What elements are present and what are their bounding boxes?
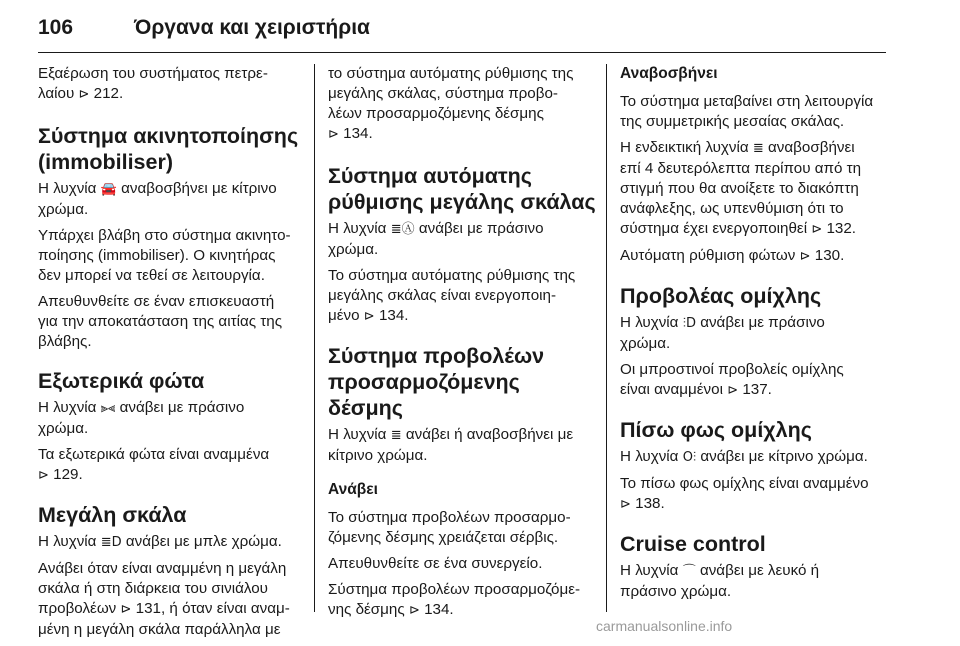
page-ref-arrow-icon: ⊳	[363, 309, 375, 324]
paragraph: Υπάρχει βλάβη στο σύστημα ακινητο- ποίησης (immobiliser). Ο κινητήρας δεν μπορεί να τεθεί σε λειτουργία.	[38, 227, 291, 284]
paragraph: Η λυχνία ⫸⫷ ανάβει με πράσινο χρώμα.	[38, 399, 245, 437]
page-ref-arrow-icon: ⊳	[408, 603, 420, 618]
intro-paragraph	[38, 64, 310, 105]
rear-fog-light-icon: O⫶	[682, 450, 697, 465]
paragraph: Το πίσω φως ομίχλης είναι αναμμένο ⊳ 138.	[620, 475, 869, 512]
section-fog-lights	[620, 283, 892, 309]
section-rear-fog-light	[620, 417, 892, 443]
subheading-on: Ανάβει	[328, 481, 378, 498]
running-title: Όργανα και χειριστήρια	[134, 16, 370, 39]
high-beam-icon: ≣D	[100, 535, 122, 550]
section-heading: Πίσω φως ομίχλης	[620, 418, 812, 442]
adaptive-lighting-icon: ≣	[752, 141, 764, 156]
paragraph: Η λυχνία ≣D ανάβει με μπλε χρώμα.	[38, 532, 310, 553]
watermark: carmanualsonline.info	[596, 618, 733, 634]
page-number: 106	[38, 16, 74, 39]
paragraph: Η λυχνία ⫶D ανάβει με πράσινο χρώμα.	[620, 314, 825, 352]
page-ref-arrow-icon: ⊳	[38, 468, 49, 483]
page-ref-arrow-icon: ⊳	[727, 383, 739, 398]
paragraph: Τα εξωτερικά φώτα είναι αναμμένα ⊳ 129.	[38, 446, 270, 483]
section-heading: Εξωτερικά φώτα	[38, 369, 205, 393]
column-divider	[606, 64, 607, 612]
section-cruise-control	[620, 531, 892, 557]
column-3	[620, 64, 892, 608]
paragraph: Το σύστημα προβολέων προσαρμο- ζόμενης δέσμης χρειάζεται σέρβις.	[328, 509, 571, 546]
section-heading: Προβολέας ομίχλης	[620, 284, 822, 308]
page-ref[interactable]: 212.	[93, 85, 124, 102]
fog-light-icon: ⫶D	[682, 316, 696, 331]
page-ref[interactable]: 138.	[635, 495, 665, 512]
page-ref-arrow-icon: ⊳	[328, 127, 339, 142]
column-1	[38, 64, 310, 646]
column-divider	[314, 64, 315, 612]
immobiliser-icon: 🚘	[100, 182, 117, 197]
section-exterior-lights	[38, 368, 310, 394]
page-ref[interactable]: 134.	[378, 307, 409, 324]
section-heading: Σύστημα αυτόματης ρύθμισης μεγάλης σκάλας	[328, 164, 596, 214]
paragraph: Η λυχνία O⫶ ανάβει με κίτρινο χρώμα.	[620, 447, 892, 468]
paragraph: Η ενδεικτική λυχνία ≣ αναβοσβήνει επί 4 δευτερόλεπτα περίπου από τη στιγμή που θα ανοίξετε το διακόπτη ανάφλεξης, ως υπενθύμιση ότι το σύστημα έχει ενεργοποιηθεί ⊳ 132.	[620, 139, 862, 237]
paragraph: Οι μπροστινοί προβολείς ομίχλης είναι αναμμένοι ⊳ 137.	[620, 361, 844, 398]
page-ref-arrow-icon: ⊳	[120, 602, 132, 617]
paragraph: Απευθυνθείτε σε ένα συνεργείο.	[328, 555, 543, 572]
paragraph: Απευθυνθείτε σε έναν επισκευαστή για την αποκατάσταση της αιτίας της βλάβης.	[38, 293, 283, 350]
paragraph: το σύστημα αυτόματης ρύθμισης της μεγάλης σκάλας, σύστημα προβο- λέων προσαρμοζόμενης δέσμης ⊳ 134.	[328, 65, 574, 142]
exterior-lights-icon: ⫸⫷	[100, 401, 116, 416]
section-immobiliser	[38, 123, 310, 175]
column-2	[328, 64, 600, 627]
paragraph: Η λυχνία 🚘 αναβοσβήνει με κίτρινο χρώμα.	[38, 180, 277, 218]
text-line: λαίου	[38, 85, 75, 102]
page-ref[interactable]: 132.	[826, 220, 857, 237]
subheading-flashing: Αναβοσβήνει	[620, 65, 718, 82]
paragraph: Η λυχνία ≣ ανάβει ή αναβοσβήνει με κίτρινο χρώμα.	[328, 426, 574, 464]
cruise-control-icon: ⌒	[682, 564, 696, 579]
page-header	[38, 0, 886, 50]
section-heading: Σύστημα ακινητοποίησης (immobiliser)	[38, 124, 299, 174]
section-auto-high-beam	[328, 163, 600, 215]
paragraph: Αυτόματη ρύθμιση φώτων ⊳ 130.	[620, 247, 845, 264]
paragraph: Ανάβει όταν είναι αναμμένη η μεγάλη σκάλα ή στη διάρκεια του σινιάλου προβολέων ⊳ 131, ή όταν είναι αναμ- μένη η μεγάλη σκάλα παράλληλα με	[38, 560, 290, 638]
page-ref-arrow-icon: ⊳	[799, 249, 811, 264]
adaptive-lighting-icon: ≣	[390, 428, 402, 443]
page-ref[interactable]: 130.	[814, 247, 845, 264]
page-ref-arrow-icon: ⊳	[620, 497, 631, 512]
page-ref[interactable]: 129.	[53, 466, 83, 483]
header-rule	[38, 52, 886, 53]
section-heading: Σύστημα προβολέων προσαρμοζόμενης δέσμης	[328, 344, 545, 420]
section-heading: Cruise control	[620, 532, 766, 556]
section-high-beam	[38, 502, 310, 528]
auto-high-beam-icon: ≣Ⓐ	[390, 222, 415, 237]
page-ref[interactable]: 134.	[343, 125, 373, 142]
paragraph: Η λυχνία ≣Ⓐ ανάβει με πράσινο χρώμα.	[328, 220, 544, 258]
section-adaptive-lighting	[328, 343, 600, 421]
text-line: Εξαέρωση του συστήματος πετρε-	[38, 65, 268, 82]
page-ref-arrow-icon: ⊳	[78, 87, 90, 102]
paragraph: Η λυχνία ⌒ ανάβει με λευκό ή πράσινο χρώμα.	[620, 562, 820, 600]
page-ref[interactable]: 134.	[424, 601, 454, 618]
section-heading: Μεγάλη σκάλα	[38, 503, 187, 527]
page-ref-arrow-icon: ⊳	[811, 222, 823, 237]
paragraph: Το σύστημα αυτόματης ρύθμισης της μεγάλης σκάλας είναι ενεργοποιη- μένο ⊳ 134.	[328, 267, 576, 324]
paragraph: Το σύστημα μεταβαίνει στη λειτουργία της συμμετρικής μεσαίας σκάλας.	[620, 93, 874, 130]
page-ref[interactable]: 137.	[742, 381, 772, 398]
paragraph: Σύστημα προβολέων προσαρμοζόμε- νης δέσμης ⊳ 134.	[328, 581, 581, 618]
